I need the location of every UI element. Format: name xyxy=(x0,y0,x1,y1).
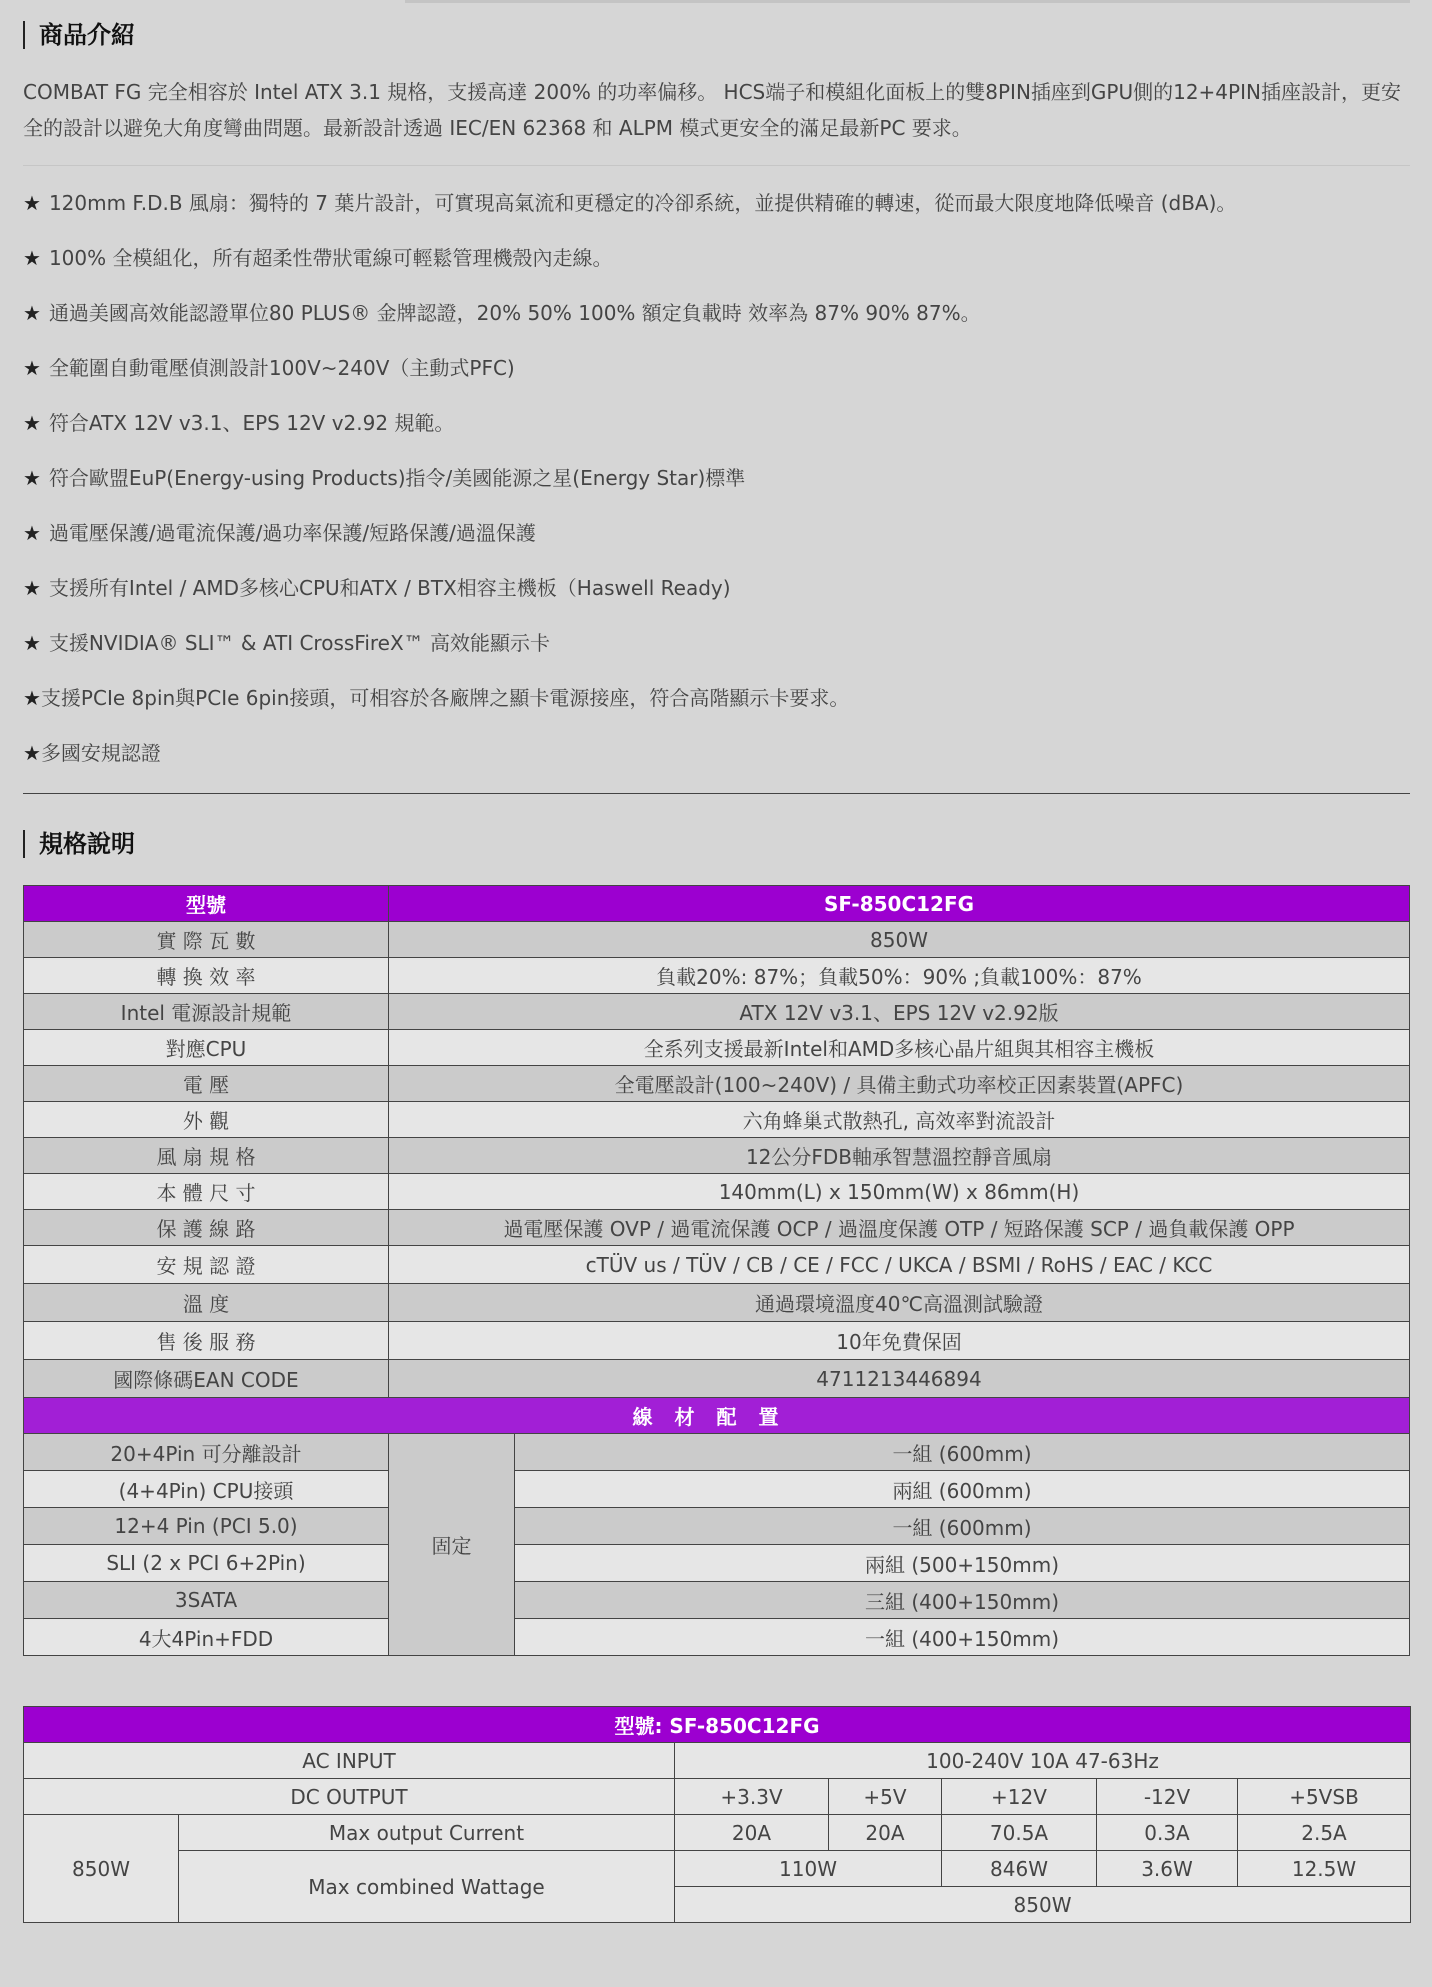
table-row: 轉 換 效 率 負載20%: 87%；負載50%：90% ;負載100%：87% xyxy=(24,958,1410,994)
feature-item: ★ 全範圍自動電壓偵測設計100V~240V（主動式PFC) xyxy=(23,356,515,380)
table-row: Intel 電源設計規範 ATX 12V v3.1、EPS 12V v2.92版 xyxy=(24,994,1410,1030)
feature-item: ★ 120mm F.D.B 風扇：獨特的 7 葉片設計，可實現高氣流和更穩定的冷卻系統，並提供精確的轉速，從而最大限度地降低噪音 (dBA)。 xyxy=(23,191,1237,215)
table-row: 本 體 尺 寸 140mm(L) x 150mm(W) x 86mm(H) xyxy=(24,1174,1410,1210)
feature-item: ★ 通過美國高效能認證單位80 PLUS® 金牌認證，20% 50% 100% 額定負載時 效率為 87% 90% 87%。 xyxy=(23,301,981,325)
table-row: 風 扇 規 格 12公分FDB軸承智慧溫控靜音風扇 xyxy=(24,1138,1410,1174)
cable-row: (4+4Pin) CPU接頭 兩組 (600mm) xyxy=(24,1471,1410,1508)
ac-input-row: AC INPUT 100-240V 10A 47-63Hz xyxy=(24,1743,1411,1779)
wattage-label: 850W xyxy=(24,1815,179,1923)
power-header: 型號: SF-850C12FG xyxy=(24,1707,1411,1743)
spec-title: 規格說明 xyxy=(23,830,135,858)
star-icon: ★ xyxy=(23,191,41,215)
table-row: 溫 度 通過環境溫度40℃高溫測試驗證 xyxy=(24,1284,1410,1322)
table-row: 售 後 服 務 10年免費保固 xyxy=(24,1322,1410,1360)
section-divider xyxy=(23,793,1410,794)
cable-row: 12+4 Pin (PCI 5.0) 一組 (600mm) xyxy=(24,1508,1410,1545)
star-icon: ★ xyxy=(23,521,41,545)
cable-type: 固定 xyxy=(389,1434,515,1656)
table-row: 國際條碼EAN CODE 4711213446894 xyxy=(24,1360,1410,1398)
table-row: 實 際 瓦 數 850W xyxy=(24,922,1410,958)
star-icon: ★ xyxy=(23,301,41,325)
total-row: 850W xyxy=(24,1887,1411,1923)
power-header-row xyxy=(24,1707,1411,1743)
spec-header-value: SF-850C12FG xyxy=(389,886,1410,922)
feature-item: ★ 過電壓保護/過電流保護/過功率保護/短路保護/過溫保護 xyxy=(23,521,536,545)
feature-item: ★ 符合歐盟EuP(Energy-using Products)指令/美國能源之星(Energy Star)標準 xyxy=(23,466,746,490)
intro-title: 商品介紹 xyxy=(23,21,135,49)
feature-list xyxy=(23,182,1410,787)
feature-item: ★ 100% 全模組化，所有超柔性帶狀電線可輕鬆管理機殼內走線。 xyxy=(23,246,613,270)
cable-row: 3SATA 三組 (400+150mm) xyxy=(24,1582,1410,1619)
spec-table xyxy=(23,885,1410,1656)
combined-row: Max combined Wattage 110W 846W 3.6W 12.5W xyxy=(24,1851,1411,1887)
cable-header-row xyxy=(24,1398,1410,1434)
feature-item: ★ 支援所有Intel / AMD多核心CPU和ATX / BTX相容主機板（Haswell Ready) xyxy=(23,576,731,600)
power-table xyxy=(23,1706,1411,1923)
table-row: 對應CPU 全系列支援最新Intel和AMD多核心晶片組與其相容主機板 xyxy=(24,1030,1410,1066)
cable-row: 4大4Pin+FDD 一組 (400+150mm) xyxy=(24,1619,1410,1656)
cable-header: 線材配置 xyxy=(24,1398,1410,1434)
star-icon: ★ xyxy=(23,686,41,710)
spec-header-label: 型號 xyxy=(24,886,389,922)
intro-paragraph: COMBAT FG 完全相容於 Intel ATX 3.1 規格，支援高達 200% 的功率偏移。 HCS端子和模組化面板上的雙8PIN插座到GPU側的12+4PIN插座設計，更安全的設計以避免大角度彎曲問題。最新設計透過 IEC/EN 62368 和 ALPM 模式更安全的滿足最新PC 要求。 xyxy=(23,80,1401,140)
star-icon: ★ xyxy=(23,356,41,380)
cable-row: SLI (2 x PCI 6+2Pin) 兩組 (500+150mm) xyxy=(24,1545,1410,1582)
table-row: 外 觀 六角蜂巢式散熱孔, 高效率對流設計 xyxy=(24,1102,1410,1138)
spec-header-row xyxy=(24,886,1410,922)
star-icon: ★ xyxy=(23,246,41,270)
star-icon: ★ xyxy=(23,631,41,655)
star-icon: ★ xyxy=(23,576,41,600)
star-icon: ★ xyxy=(23,411,41,435)
table-row: 保 護 線 路 過電壓保護 OVP / 過電流保護 OCP / 過溫度保護 OTP / 短路保護 SCP / 過負載保護 OPP xyxy=(24,1210,1410,1246)
star-icon: ★ xyxy=(23,741,41,765)
feature-item: ★ 符合ATX 12V v3.1、EPS 12V v2.92 規範。 xyxy=(23,411,455,435)
table-row: 電 壓 全電壓設計(100~240V) / 具備主動式功率校正因素裝置(APFC) xyxy=(24,1066,1410,1102)
cable-row: 20+4Pin 可分離設計 固定 一組 (600mm) xyxy=(24,1434,1410,1471)
divider xyxy=(23,165,1410,166)
feature-item: ★ 支援NVIDIA® SLI™ & ATI CrossFireX™ 高效能顯示卡 xyxy=(23,631,551,655)
feature-item: ★支援PCIe 8pin與PCIe 6pin接頭，可相容於各廠牌之顯卡電源接座，符合高階顯示卡要求。 xyxy=(23,686,850,710)
table-row: 安 規 認 證 cTÜV us / TÜV / CB / CE / FCC / UKCA / BSMI / RoHS / EAC / KCC xyxy=(24,1246,1410,1284)
current-row: 850W Max output Current 20A 20A 70.5A 0.3A 2.5A xyxy=(24,1815,1411,1851)
top-divider xyxy=(405,0,1410,3)
dc-output-row: DC OUTPUT +3.3V +5V +12V -12V +5VSB xyxy=(24,1779,1411,1815)
feature-item: ★多國安規認證 xyxy=(23,741,161,765)
star-icon: ★ xyxy=(23,466,41,490)
